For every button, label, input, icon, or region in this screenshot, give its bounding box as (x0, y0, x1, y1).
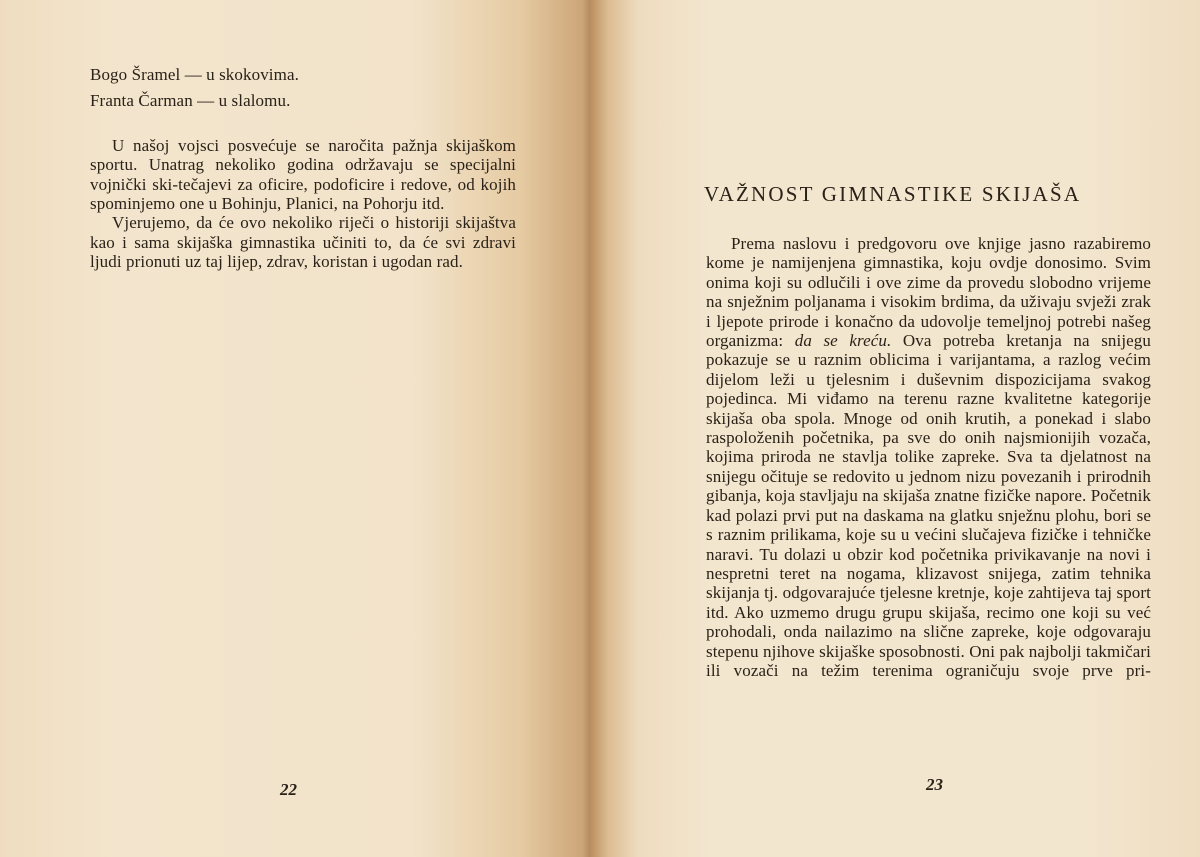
emphasis-text: da se kreću. (794, 331, 892, 351)
right-page-body (706, 234, 1151, 680)
page-number-right: 23 (926, 775, 943, 794)
paragraph-gap (90, 118, 516, 136)
left-page-body (90, 65, 516, 272)
paragraph-military: U našoj vojsci posvećuje se naročita pažnja skijaškom sportu. Unatrag nekoliko godina održavaju se specijalni vojnički ski-tečajevi za oficire, podoficire i redove, od kojih spominjemo one u Bohinju, Planici, na Pohorju itd. (90, 135, 516, 214)
paragraph-conclusion: Vjerujemo, da će ovo nekoliko riječi o historiji skijaštva kao i sama skijaška gimnastika učiniti to, da će svi zdravi ljudi prionuti uz taj lijep, zdrav, koristan i ugodan rad. (90, 213, 516, 272)
left-page (0, 0, 590, 857)
page-number-left: 22 (280, 780, 297, 799)
paragraph-text-start: Prema naslovu i predgovoru ove knjige jasno razabiremo kome je namijenjena gimnastika, koju ovdje donosimo. Svim onima koji su odlučili i ove zime da provedu slobodno vrijeme na snježnim poljanama i visokim brdima, da uživaju svježi zrak i ljepote prirode i konačno da udovolje temeljnoj potrebi našeg organizma: (706, 234, 1151, 351)
list-line-skokovi: Bogo Šramel — u skokovima. (90, 65, 299, 84)
paragraph-text-rest: Ova potreba kretanja na snijegu pokazuje se u raznim oblicima i varijantama, a razlog većim dijelom leži u tjelesnim i duševnim dispozicijama svakog pojedinca. Mi viđamo na terenu razne kvalitetne kategorije skijaša oba spola. Mnoge od onih krutih, a ponekad i slabo raspoloženih početnika, pa sve do onih najsmionijih vozača, kojima priroda ne stavlja tolike zapreke. Sva ta djelatnost na snijegu očituje se redovito u jednom nizu povezanih i prirodnih gibanja, koja stavljaju na skijaša znatne fizičke napore. Početnik kad polazi prvi put na daskama na glatku snježnu plohu, bori se s raznim prilikama, koje su u većini slučajeva fizičke i tehničke naravi. Tu dolazi u obzir kod početnika privikavanje na novi i nespretni teret na nogama, klizavost snijega, zatim tehnika skijanja tj. odgovarajuće tjelesne kretnje, koje zahtijeva taj sport itd. Ako uzmemo drugu grupu skijaša, recimo one koji su već prohodali, onda nailazimo na slične zapreke, koje odgovaraju stepenu njihove skijaške sposobnosti. Oni pak najbolji takmičari ili vozači na težim terenima ograničuju svoje prve pri- (706, 331, 1151, 680)
right-page (590, 0, 1200, 857)
paragraph-importance (706, 234, 1151, 680)
list-line-slalom: Franta Čarman — u slalomu. (90, 91, 291, 111)
chapter-title: VAŽNOST GIMNASTIKE SKIJAŠA (704, 182, 1082, 206)
